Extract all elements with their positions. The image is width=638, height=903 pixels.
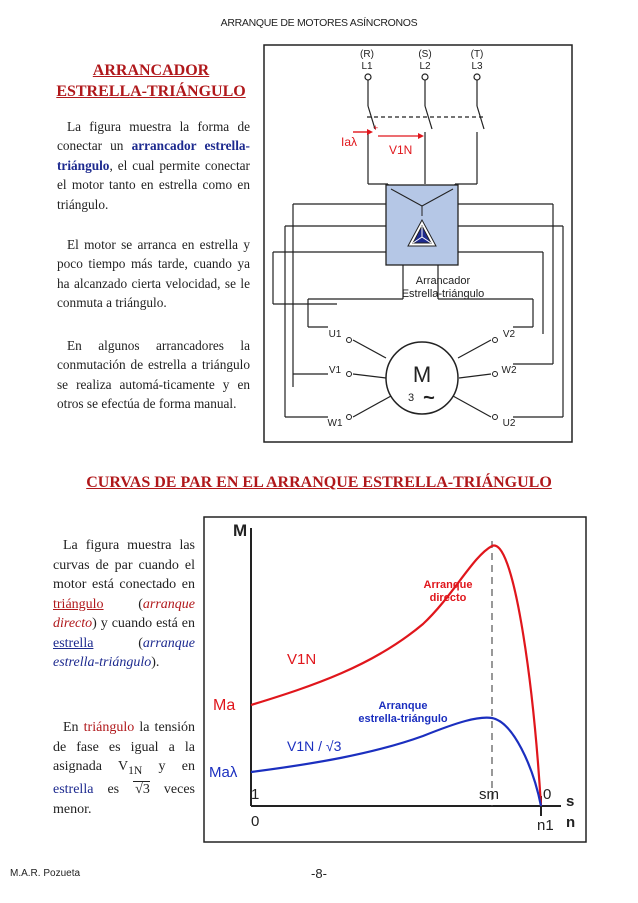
x-top-tick: 0 <box>543 786 552 803</box>
highlight-text: arrancador estrella-triángulo <box>57 138 250 173</box>
text: En <box>63 720 84 735</box>
line-label: L1 <box>361 61 373 72</box>
page-header: ARRANQUE DE MOTORES ASÍNCRONOS <box>220 17 418 29</box>
title-line-1: ARRANCADOR <box>92 62 210 79</box>
phase-label: (S) <box>418 49 432 60</box>
title-line-2: ESTRELLA-TRIÁNGULO <box>56 83 246 100</box>
text: y en <box>142 759 196 774</box>
paragraph-3: En algunos arrancadores la conmutación de estrella a triángulo se realiza automá-ticamente y en otros se efectúa de forma manual. <box>57 338 250 412</box>
text: es <box>93 782 134 798</box>
text: arranque estrella-triángulo <box>53 635 195 670</box>
current-label: Iaλ <box>341 135 358 149</box>
annotation-red-1: Arranque <box>423 579 473 591</box>
sqrt-symbol: √ <box>135 782 143 798</box>
series-label-red: V1N <box>287 651 317 668</box>
x-top-tick: sm <box>479 786 499 803</box>
footer-author: M.A.R. Pozueta <box>10 868 81 879</box>
series-label-blue: V1N / √3 <box>287 738 342 754</box>
text: triángulo <box>83 720 135 735</box>
y-axis-label: M <box>233 521 248 540</box>
x-bottom-tick: 0 <box>251 813 260 830</box>
terminal-label: U1 <box>328 329 342 340</box>
x-bottom-axis-label: n <box>566 814 576 831</box>
svg-text:+: + <box>373 123 379 133</box>
text: arranque directo <box>53 596 195 631</box>
line-label: L2 <box>419 61 431 72</box>
x-top-tick: 1 <box>251 786 260 803</box>
line-label: L3 <box>471 61 483 72</box>
terminal-label: W2 <box>501 365 517 376</box>
phase-label: (R) <box>360 49 374 60</box>
paragraph-2: El motor se arranca en estrella y poco tiempo más tarde, cuando ya ha alcanzado cierta velocidad, se le conmuta a triángulo. <box>57 237 250 311</box>
paragraph-torque-1 <box>53 536 195 673</box>
terminal-label: U2 <box>502 418 516 429</box>
text: veces menor. <box>53 782 195 817</box>
torque-chart <box>203 516 587 843</box>
annotation-blue-1: Arranque <box>378 700 428 712</box>
text: 1N <box>128 763 143 777</box>
motor-label: M <box>412 362 432 387</box>
motor-phase-count: 3 <box>407 392 415 404</box>
starter-label-1: Arrancador <box>415 275 471 287</box>
x-top-axis-label: s <box>566 793 575 810</box>
footer-page-number: -8- <box>311 866 327 881</box>
phase-label: (T) <box>470 49 484 60</box>
text: ( <box>103 596 143 612</box>
text: , el cual permite conectar el motor tanto en estrella como en triángulo. <box>57 157 250 212</box>
annotation-red-2: directo <box>429 592 467 604</box>
text: ) y cuando está en <box>92 616 195 631</box>
text: ). <box>151 655 160 670</box>
paragraph-torque-2 <box>53 718 195 819</box>
star-link: estrella <box>53 635 94 651</box>
voltage-label: V1N <box>389 143 413 157</box>
terminal-label: V1 <box>328 365 342 376</box>
text: ( <box>93 635 143 651</box>
starter-circuit-diagram <box>263 44 573 443</box>
y-tick-malambda: Maλ <box>209 764 238 781</box>
paragraph-1 <box>57 117 250 214</box>
ac-symbol: ~ <box>423 387 435 409</box>
section-title-torque: CURVAS DE PAR EN EL ARRANQUE ESTRELLA-TRIÁNGULO <box>86 474 552 491</box>
x-bottom-tick: n1 <box>537 817 554 834</box>
text: estrella <box>53 782 94 798</box>
text: la tensión de fase es igual a la asignada V <box>53 720 195 774</box>
triangle-link: triángulo <box>53 596 104 612</box>
text: La figura muestra las curvas de par cuando el motor está conectado en <box>53 538 195 592</box>
terminal-label: V2 <box>502 329 516 340</box>
starter-label-2: Estrella-triángulo <box>401 288 485 300</box>
text: 3 <box>142 782 150 798</box>
y-tick-ma: Ma <box>213 697 236 714</box>
text: La figura muestra la forma de conectar un <box>57 119 250 154</box>
section-title-starter <box>45 60 257 102</box>
annotation-blue-2: estrella-triángulo <box>358 713 448 725</box>
terminal-label: W1 <box>327 418 343 429</box>
